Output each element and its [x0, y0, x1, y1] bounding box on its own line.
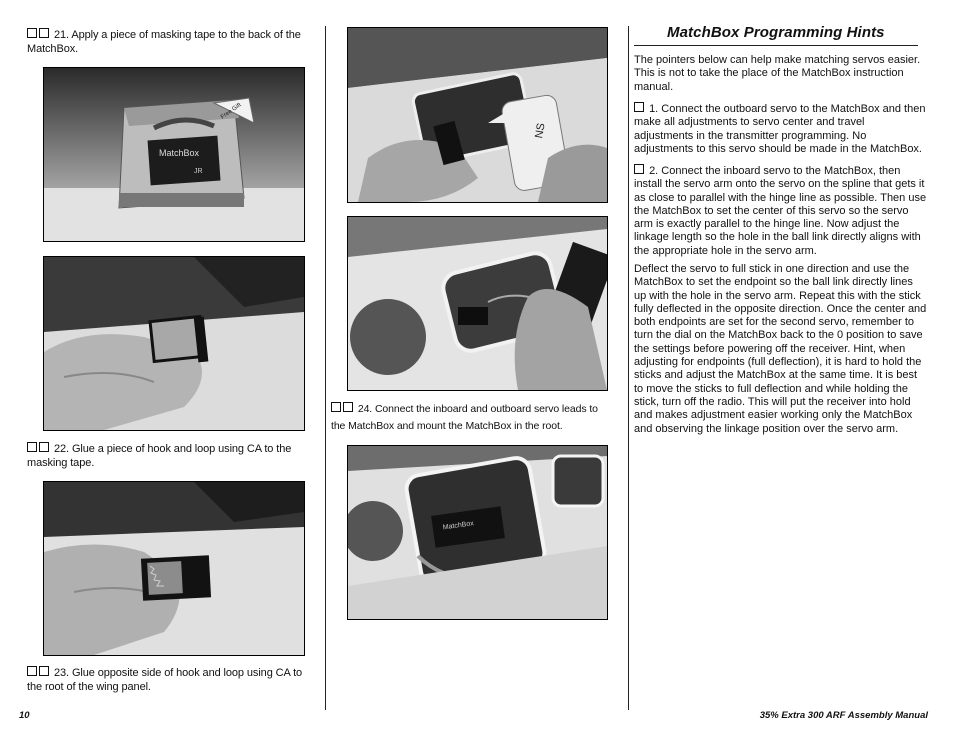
- package-maker-label: JR: [194, 168, 203, 175]
- hints-item-2: 2. Connect the inboard servo to the MatchBox, then install the servo arm onto the servo on the spline that gets it as close to parallel with the hinge line as possible. Then use the MatchBox to set the center of this servo so the servo arm is exactly parallel to the hinge line. Now adjust the linkage length so the hole in the ball link directly aligns with the appropriate hole in the servo arm.: [634, 165, 927, 257]
- step-23-text: 23. Glue opposite side of hook and loop using CA to the root of the wing panel.: [27, 667, 303, 693]
- checkbox-icon[interactable]: [27, 666, 37, 676]
- hints-title: MatchBox Programming Hints: [667, 24, 885, 41]
- mounted-matchbox-label: MatchBox: [442, 520, 475, 532]
- photo-matchbox-mounted: [347, 445, 608, 620]
- checkbox-icon[interactable]: [331, 402, 341, 412]
- checkbox-icon[interactable]: [27, 442, 37, 452]
- photo-matchbox-package: [43, 67, 305, 242]
- footer-title: 35% Extra 300 ARF Assembly Manual: [759, 710, 928, 721]
- checkbox-icon[interactable]: [343, 402, 353, 412]
- step-24-text: 24. Connect the inboard and outboard servo leads to the MatchBox and mount the MatchBox in the root.: [331, 403, 598, 432]
- checkbox-icon[interactable]: [39, 666, 49, 676]
- hints-item-1: 1. Connect the outboard servo to the MatchBox and then make all adjustments to servo center and travel adjustments in the transmitter programming. No adjustments to this servo should be made in the MatchBox.: [634, 103, 926, 155]
- bottle-label: NS: [533, 122, 548, 140]
- package-brand-label: MatchBox: [159, 148, 200, 158]
- photo-hook-loop: [43, 481, 305, 656]
- column-divider-left: [325, 26, 326, 710]
- hints-title-rule: [634, 45, 918, 46]
- hints-paragraph-3: Deflect the servo to full stick in one direction and use the MatchBox to set the endpoint so the ball link directly lines up with the hole in the servo arm. Repeat this with the stick fully deflected in the opposite direction. Once the center and both endpoints are set for the second servo, remember to turn the dial on the MatchBox back to the 0 position to save the settings before powering off the receiver. Hint, when adjusting for endpoints (full deflection), it is hard to hold the sticks and adjust the MatchBox at the same time. It is best to move the sticks to full deflection and while holding the stick, turn off the radio. This will put the receiver into hold and makes adjustment easier working only the MatchBox and observing the linkage position over the servo arm.: [634, 263, 927, 435]
- page-number: 10: [19, 710, 30, 721]
- column-divider-right: [628, 26, 629, 710]
- photo-matchbox-tape: [43, 256, 305, 431]
- photo-glue-bottle: [347, 27, 608, 203]
- checkbox-icon[interactable]: [39, 28, 49, 38]
- step-21-text: 21. Apply a piece of masking tape to the back of the MatchBox.: [27, 29, 301, 55]
- step-22-text: 22. Glue a piece of hook and loop using CA to the masking tape.: [27, 443, 292, 469]
- package-corner-label: Free Gift: [219, 102, 243, 121]
- checkbox-icon[interactable]: [39, 442, 49, 452]
- photo-servo-leads: [347, 216, 608, 391]
- checkbox-icon[interactable]: [634, 102, 644, 112]
- hints-intro: The pointers below can help make matching servos easier. This is not to take the place of the MatchBox instruction manual.: [634, 54, 921, 93]
- checkbox-icon[interactable]: [634, 164, 644, 174]
- checkbox-icon[interactable]: [27, 28, 37, 38]
